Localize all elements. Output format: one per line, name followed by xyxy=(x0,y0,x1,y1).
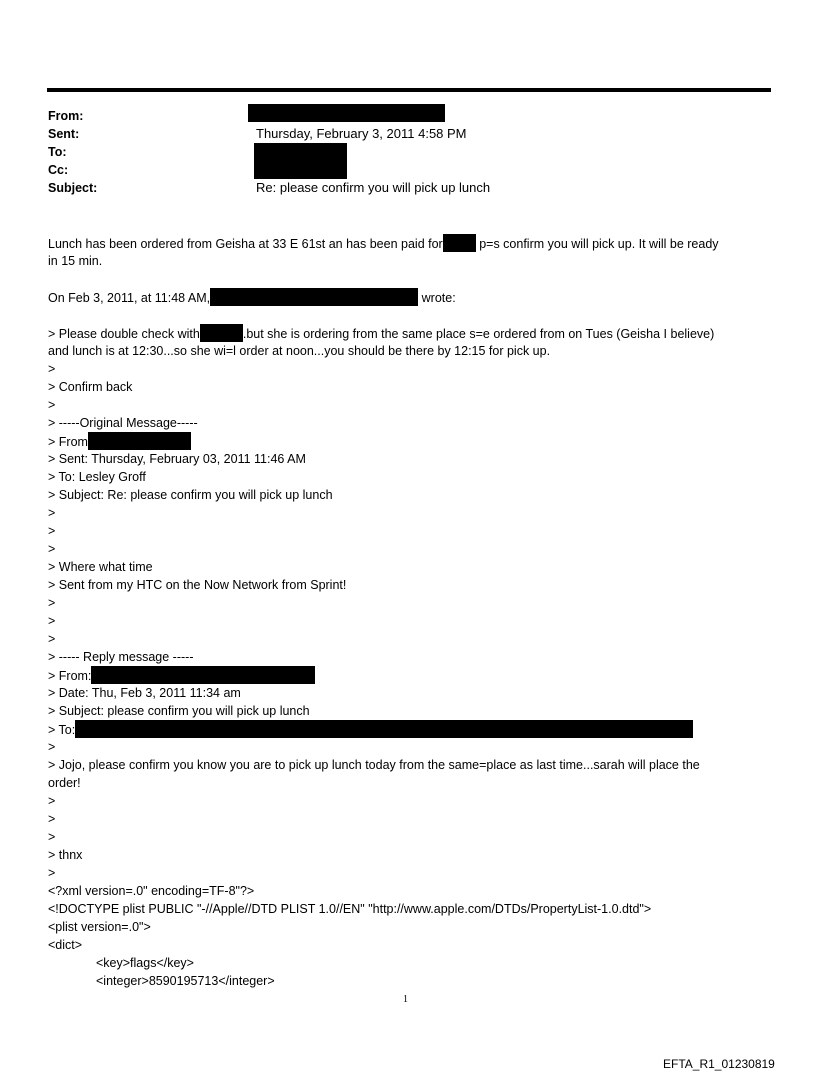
body-line: <key>flags</key> xyxy=(96,956,194,970)
body-line: > From: xyxy=(48,666,315,685)
body-line: in 15 min. xyxy=(48,254,103,268)
body-line: On Feb 3, 2011, at 11:48 AM, wrote: xyxy=(48,288,456,307)
body-line: > xyxy=(48,632,56,646)
redaction-block xyxy=(75,720,693,738)
body-line: > xyxy=(48,812,56,826)
body-line: > xyxy=(48,830,56,844)
body-line: > Jojo, please confirm you know you are to pick up lunch today from the same=place as last time...sarah will place the xyxy=(48,758,700,772)
body-line: and lunch is at 12:30...so she wi=l order at noon...you should be there by 12:15 for pick up. xyxy=(48,344,551,358)
body-line: > xyxy=(48,866,56,880)
redaction-block xyxy=(210,288,418,306)
subject-value: Re: please confirm you will pick up lunch xyxy=(256,180,491,195)
header-rule xyxy=(47,88,771,92)
body-line: > xyxy=(48,614,56,628)
body-line: > Subject: Re: please confirm you will pick up lunch xyxy=(48,488,333,502)
body-line: > xyxy=(48,524,56,538)
body-line: > xyxy=(48,740,56,754)
body-line: > xyxy=(48,596,56,610)
body-line: > Where what time xyxy=(48,560,153,574)
body-line: > thnx xyxy=(48,848,83,862)
body-line: > -----Original Message----- xyxy=(48,416,198,430)
body-line: <?xml version=.0" encoding=TF-8"?> xyxy=(48,884,255,898)
body-line: order! xyxy=(48,776,81,790)
redaction-block xyxy=(443,234,476,252)
body-line: <dict> xyxy=(48,938,83,952)
document-id: EFTA_R1_01230819 xyxy=(663,1057,775,1071)
redaction-block xyxy=(91,666,315,684)
from-label: From: xyxy=(48,109,84,123)
body-line: > To: xyxy=(48,720,693,739)
body-line: > Date: Thu, Feb 3, 2011 11:34 am xyxy=(48,686,241,700)
sent-value: Thursday, February 3, 2011 4:58 PM xyxy=(256,126,467,141)
redaction-block xyxy=(200,324,243,342)
body-line: > Confirm back xyxy=(48,380,133,394)
body-line: > xyxy=(48,506,56,520)
body-line: <!DOCTYPE plist PUBLIC "-//Apple//DTD PLIST 1.0//EN" "http://www.apple.com/DTDs/PropertyList-1.0.dtd"> xyxy=(48,902,652,916)
body-line: > To: Lesley Groff xyxy=(48,470,146,484)
redaction-block xyxy=(248,104,445,122)
body-line: > ----- Reply message ----- xyxy=(48,650,194,664)
sent-label: Sent: xyxy=(48,127,80,141)
body-line: > xyxy=(48,794,56,808)
cc-label: Cc: xyxy=(48,163,69,177)
body-line: <integer>8590195713</integer> xyxy=(96,974,275,988)
page-number: 1 xyxy=(403,994,408,1005)
body-line: > From xyxy=(48,432,191,451)
body-line: > xyxy=(48,362,56,376)
body-line: > Subject: please confirm you will pick up lunch xyxy=(48,704,310,718)
body-line: > Sent from my HTC on the Now Network from Sprint! xyxy=(48,578,347,592)
body-line: > Please double check with .but she is ordering from the same place s=e ordered from on Tues (Geisha I believe) xyxy=(48,324,714,343)
to-label: To: xyxy=(48,145,67,159)
body-line: > Sent: Thursday, February 03, 2011 11:46 AM xyxy=(48,452,306,466)
redaction-block xyxy=(254,143,347,179)
body-line: > xyxy=(48,398,56,412)
body-line: > xyxy=(48,542,56,556)
subject-label: Subject: xyxy=(48,181,98,195)
body-line: Lunch has been ordered from Geisha at 33 E 61st an has been paid for p=s confirm you will pick up. It will be ready xyxy=(48,234,719,253)
redaction-block xyxy=(88,432,191,450)
body-line: <plist version=.0"> xyxy=(48,920,151,934)
